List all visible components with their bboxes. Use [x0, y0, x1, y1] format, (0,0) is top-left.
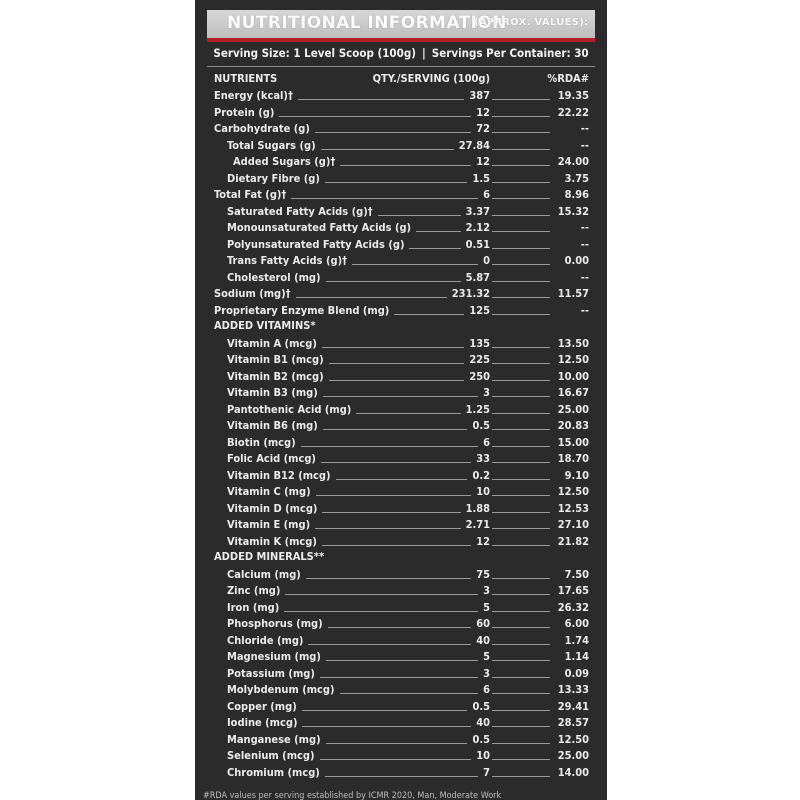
nutrient-rda: 1.14 [564, 650, 589, 663]
leader-line [316, 495, 472, 496]
nutrient-rda: 14.00 [557, 766, 589, 779]
nutrient-qty: 0.51 [465, 238, 490, 251]
leader-line [322, 512, 460, 513]
nutrient-qty: 2.12 [465, 221, 490, 234]
rda-leader-line [492, 693, 550, 694]
nutrient-name: Chloride (mg) [227, 634, 304, 647]
rda-leader-line [492, 462, 550, 463]
rda-leader-line [492, 248, 550, 249]
leader-line [320, 677, 478, 678]
table-row [195, 616, 607, 632]
leader-line [285, 594, 478, 595]
leader-line [352, 264, 478, 265]
leader-line [308, 644, 471, 645]
rda-leader-line [492, 363, 550, 364]
rda-leader-line [492, 578, 550, 579]
table-row [195, 534, 607, 550]
nutrient-rda: 12.50 [557, 485, 589, 498]
serving-size: Serving Size: 1 Level Scoop (100g) [213, 46, 416, 60]
rda-leader-line [492, 776, 550, 777]
leader-line [302, 710, 468, 711]
nutrient-name: Saturated Fatty Acids (g)† [227, 205, 373, 218]
nutrient-rda: 24.00 [557, 155, 589, 168]
nutrient-rda: 10.00 [557, 370, 589, 383]
nutrient-qty: 1.88 [465, 502, 490, 515]
nutrient-name: Vitamin D (mcg) [227, 502, 318, 515]
table-row [195, 385, 607, 401]
nutrient-name: Potassium (mg) [227, 667, 315, 680]
nutrient-qty: 6 [483, 436, 490, 449]
nutrient-qty: 1.5 [472, 172, 490, 185]
table-row [195, 748, 607, 764]
table-row [195, 715, 607, 731]
rda-leader-line [492, 116, 550, 117]
nutrient-rda: -- [580, 139, 589, 152]
table-row [195, 220, 607, 236]
section-heading: ADDED MINERALS** [214, 550, 325, 563]
nutrient-rda: 6.00 [564, 617, 589, 630]
nutrient-qty: 250 [469, 370, 490, 383]
leader-line [320, 759, 472, 760]
nutrient-rda: -- [580, 122, 589, 135]
nutrient-rda: -- [580, 221, 589, 234]
nutrient-rda: 1.74 [564, 634, 589, 647]
nutrient-rda: 12.50 [557, 733, 589, 746]
rda-leader-line [492, 743, 550, 744]
panel-title: NUTRITIONAL INFORMATION [227, 13, 507, 33]
rda-leader-line [492, 726, 550, 727]
nutrient-rda: 12.50 [557, 353, 589, 366]
nutrient-qty: 10 [476, 485, 490, 498]
table-row [195, 253, 607, 269]
table-row [195, 468, 607, 484]
nutrient-qty: 0.2 [472, 469, 490, 482]
table-row [195, 451, 607, 467]
nutrient-rda: 17.65 [557, 584, 589, 597]
nutrient-name: Vitamin E (mg) [227, 518, 311, 531]
rda-leader-line [492, 198, 550, 199]
leader-line [326, 281, 461, 282]
rda-leader-line [492, 413, 550, 414]
nutrient-name: Vitamin B6 (mg) [227, 419, 318, 432]
leader-line [315, 528, 460, 529]
section-heading: ADDED VITAMINS* [214, 319, 316, 332]
divider [207, 66, 595, 67]
nutrient-name: Magnesium (mg) [227, 650, 321, 663]
nutrient-qty: 75 [476, 568, 490, 581]
nutrition-panel [195, 0, 607, 800]
table-row [195, 369, 607, 385]
table-row [195, 303, 607, 319]
rda-leader-line [492, 149, 550, 150]
rda-leader-line [492, 528, 550, 529]
table-row [195, 270, 607, 286]
nutrient-rda: 8.96 [564, 188, 589, 201]
nutrient-name: Trans Fatty Acids (g)† [227, 254, 348, 267]
nutrient-rda: 3.75 [564, 172, 589, 185]
nutrient-name: Vitamin B12 (mcg) [227, 469, 331, 482]
nutrient-name: Folic Acid (mcg) [227, 452, 316, 465]
nutrient-qty: 40 [476, 634, 490, 647]
nutrient-rda: -- [580, 271, 589, 284]
footnote: #RDA values per serving established by ICMR 2020, Man, Moderate Work [203, 791, 502, 800]
table-row [195, 286, 607, 302]
nutrient-qty: 72 [476, 122, 490, 135]
nutrient-rda: 0.09 [564, 667, 589, 680]
leader-line [336, 479, 468, 480]
nutrient-name: Total Sugars (g) [227, 139, 316, 152]
nutrient-qty: 3 [483, 386, 490, 399]
table-row [195, 517, 607, 533]
table-row [195, 187, 607, 203]
rda-leader-line [492, 677, 550, 678]
leader-line [323, 429, 468, 430]
nutrient-qty: 0.5 [472, 733, 490, 746]
nutrient-rda: 15.32 [557, 205, 589, 218]
table-row [195, 418, 607, 434]
nutrient-name: Added Sugars (g)† [233, 155, 336, 168]
rda-leader-line [492, 660, 550, 661]
nutrient-name: Copper (mg) [227, 700, 297, 713]
table-row [195, 121, 607, 137]
table-row [195, 666, 607, 682]
nutrient-name: Protein (g) [214, 106, 275, 119]
nutrient-qty: 2.71 [465, 518, 490, 531]
leader-line [326, 660, 478, 661]
nutrient-rda: 20.83 [557, 419, 589, 432]
nutrient-qty: 135 [469, 337, 490, 350]
nutrient-rda: 18.70 [557, 452, 589, 465]
nutrient-qty: 1.25 [465, 403, 490, 416]
nutrient-rda: 19.35 [557, 89, 589, 102]
table-row [195, 484, 607, 500]
table-row [195, 682, 607, 698]
nutrient-name: Monounsaturated Fatty Acids (g) [227, 221, 412, 234]
table-row [195, 633, 607, 649]
table-row [195, 600, 607, 616]
header-rda: %RDA# [547, 72, 589, 85]
nutrient-name: Chromium (mcg) [227, 766, 320, 779]
nutrient-name: Vitamin K (mcg) [227, 535, 317, 548]
rda-leader-line [492, 710, 550, 711]
nutrient-qty: 40 [476, 716, 490, 729]
rda-leader-line [492, 446, 550, 447]
rda-leader-line [492, 611, 550, 612]
nutrient-qty: 3 [483, 584, 490, 597]
nutrient-name: Iron (mg) [227, 601, 280, 614]
leader-line [416, 231, 460, 232]
nutrient-qty: 387 [469, 89, 490, 102]
nutrient-qty: 33 [476, 452, 490, 465]
table-row [195, 204, 607, 220]
nutrient-qty: 5 [483, 650, 490, 663]
table-row [195, 699, 607, 715]
table-row [195, 732, 607, 748]
nutrient-name: Phosphorus (mg) [227, 617, 323, 630]
leader-line [356, 413, 460, 414]
serving-info [195, 46, 607, 60]
rda-leader-line [492, 644, 550, 645]
table-row [195, 138, 607, 154]
leader-line [329, 380, 465, 381]
rda-leader-line [492, 495, 550, 496]
table-row [195, 435, 607, 451]
table-row [195, 567, 607, 583]
leader-line [301, 446, 478, 447]
nutrient-rda: 9.10 [564, 469, 589, 482]
nutrient-name: Calcium (mg) [227, 568, 301, 581]
nutrient-qty: 0 [483, 254, 490, 267]
leader-line [279, 116, 471, 117]
rda-leader-line [492, 297, 550, 298]
leader-line [326, 743, 468, 744]
rda-leader-line [492, 215, 550, 216]
table-row [195, 649, 607, 665]
rda-leader-line [492, 479, 550, 480]
nutrient-name: Selenium (mcg) [227, 749, 315, 762]
servings-per-container: Servings Per Container: 30 [431, 46, 589, 60]
table-row [195, 336, 607, 352]
rda-leader-line [492, 314, 550, 315]
nutrient-rda: 27.10 [557, 518, 589, 531]
nutrient-name: Polyunsaturated Fatty Acids (g) [227, 238, 405, 251]
leader-line [329, 363, 465, 364]
nutrient-rda: -- [580, 238, 589, 251]
leader-line [409, 248, 460, 249]
table-row [195, 154, 607, 170]
nutrient-qty: 3.37 [465, 205, 490, 218]
nutrient-qty: 12 [476, 535, 490, 548]
rda-leader-line [492, 380, 550, 381]
nutrient-name: Vitamin B2 (mcg) [227, 370, 324, 383]
nutrient-qty: 12 [476, 106, 490, 119]
header-nutrients: NUTRIENTS [214, 72, 278, 85]
leader-line [325, 182, 468, 183]
nutrient-name: Vitamin B3 (mg) [227, 386, 318, 399]
table-row [195, 88, 607, 104]
nutrient-qty: 0.5 [472, 419, 490, 432]
table-header [195, 71, 607, 87]
table-row [195, 105, 607, 121]
rda-leader-line [492, 512, 550, 513]
leader-line [322, 545, 471, 546]
leader-line [298, 99, 464, 100]
nutrient-name: Molybdenum (mcg) [227, 683, 335, 696]
rda-leader-line [492, 182, 550, 183]
leader-line [378, 215, 461, 216]
nutrient-qty: 225 [469, 353, 490, 366]
header-qty: QTY./SERVING (100g) [372, 72, 490, 85]
leader-line [325, 776, 478, 777]
nutrient-rda: 13.33 [557, 683, 589, 696]
nutrient-rda: 7.50 [564, 568, 589, 581]
nutrient-qty: 5 [483, 601, 490, 614]
nutrient-name: Vitamin B1 (mcg) [227, 353, 324, 366]
nutrient-qty: 231.32 [451, 287, 490, 300]
table-row [195, 402, 607, 418]
nutrient-rda: 29.41 [557, 700, 589, 713]
rda-leader-line [492, 347, 550, 348]
serving-separator: | [421, 46, 426, 60]
nutrient-rda: 26.32 [557, 601, 589, 614]
nutrient-qty: 27.84 [458, 139, 490, 152]
nutrient-name: Total Fat (g)† [214, 188, 287, 201]
title-bar [207, 10, 595, 42]
rda-leader-line [492, 231, 550, 232]
rda-leader-line [492, 759, 550, 760]
nutrient-qty: 5.87 [465, 271, 490, 284]
nutrient-rda: 16.67 [557, 386, 589, 399]
table-row [195, 237, 607, 253]
nutrient-qty: 125 [469, 304, 490, 317]
nutrient-name: Energy (kcal)† [214, 89, 293, 102]
nutrient-name: Biotin (mcg) [227, 436, 296, 449]
leader-line [328, 627, 472, 628]
nutrient-rda: 15.00 [557, 436, 589, 449]
nutrient-name: Iodine (mcg) [227, 716, 298, 729]
rda-leader-line [492, 594, 550, 595]
nutrient-qty: 12 [476, 155, 490, 168]
leader-line [302, 726, 471, 727]
leader-line [321, 462, 471, 463]
table-row [195, 583, 607, 599]
leader-line [296, 297, 447, 298]
leader-line [284, 611, 478, 612]
nutrient-name: Carbohydrate (g) [214, 122, 310, 135]
leader-line [322, 347, 464, 348]
nutrient-rda: 28.57 [557, 716, 589, 729]
panel-title-suffix: (APPROX. VALUES): [474, 17, 589, 28]
rda-leader-line [492, 99, 550, 100]
nutrient-name: Cholesterol (mg) [227, 271, 321, 284]
nutrient-rda: 13.50 [557, 337, 589, 350]
nutrient-rda: 22.22 [557, 106, 589, 119]
rda-leader-line [492, 627, 550, 628]
nutrient-rda: 0.00 [564, 254, 589, 267]
nutrient-name: Sodium (mg)† [214, 287, 291, 300]
nutrient-rda: 21.82 [557, 535, 589, 548]
rda-leader-line [492, 165, 550, 166]
nutrient-name: Zinc (mg) [227, 584, 281, 597]
rda-leader-line [492, 281, 550, 282]
nutrient-qty: 10 [476, 749, 490, 762]
rda-leader-line [492, 545, 550, 546]
table-row [195, 501, 607, 517]
nutrient-qty: 7 [483, 766, 490, 779]
nutrient-qty: 6 [483, 188, 490, 201]
rda-leader-line [492, 264, 550, 265]
nutrient-rda: 11.57 [557, 287, 589, 300]
leader-line [306, 578, 471, 579]
nutrient-qty: 3 [483, 667, 490, 680]
nutrient-name: Pantothenic Acid (mg) [227, 403, 352, 416]
nutrient-rda: 25.00 [557, 749, 589, 762]
leader-line [291, 198, 478, 199]
table-row [195, 171, 607, 187]
leader-line [323, 396, 478, 397]
nutrient-rda: 25.00 [557, 403, 589, 416]
nutrient-qty: 0.5 [472, 700, 490, 713]
rda-leader-line [492, 132, 550, 133]
nutrient-rda: -- [580, 304, 589, 317]
leader-line [321, 149, 454, 150]
table-row [195, 352, 607, 368]
nutrient-rda: 12.53 [557, 502, 589, 515]
leader-line [340, 165, 471, 166]
nutrient-name: Vitamin C (mg) [227, 485, 311, 498]
rda-leader-line [492, 396, 550, 397]
leader-line [340, 693, 479, 694]
leader-line [394, 314, 464, 315]
nutrient-name: Manganese (mg) [227, 733, 321, 746]
rda-leader-line [492, 429, 550, 430]
nutrient-qty: 60 [476, 617, 490, 630]
leader-line [315, 132, 471, 133]
nutrient-qty: 6 [483, 683, 490, 696]
nutrient-name: Dietary Fibre (g) [227, 172, 320, 185]
nutrient-name: Vitamin A (mcg) [227, 337, 317, 350]
table-row [195, 765, 607, 781]
nutrient-name: Proprietary Enzyme Blend (mg) [214, 304, 390, 317]
